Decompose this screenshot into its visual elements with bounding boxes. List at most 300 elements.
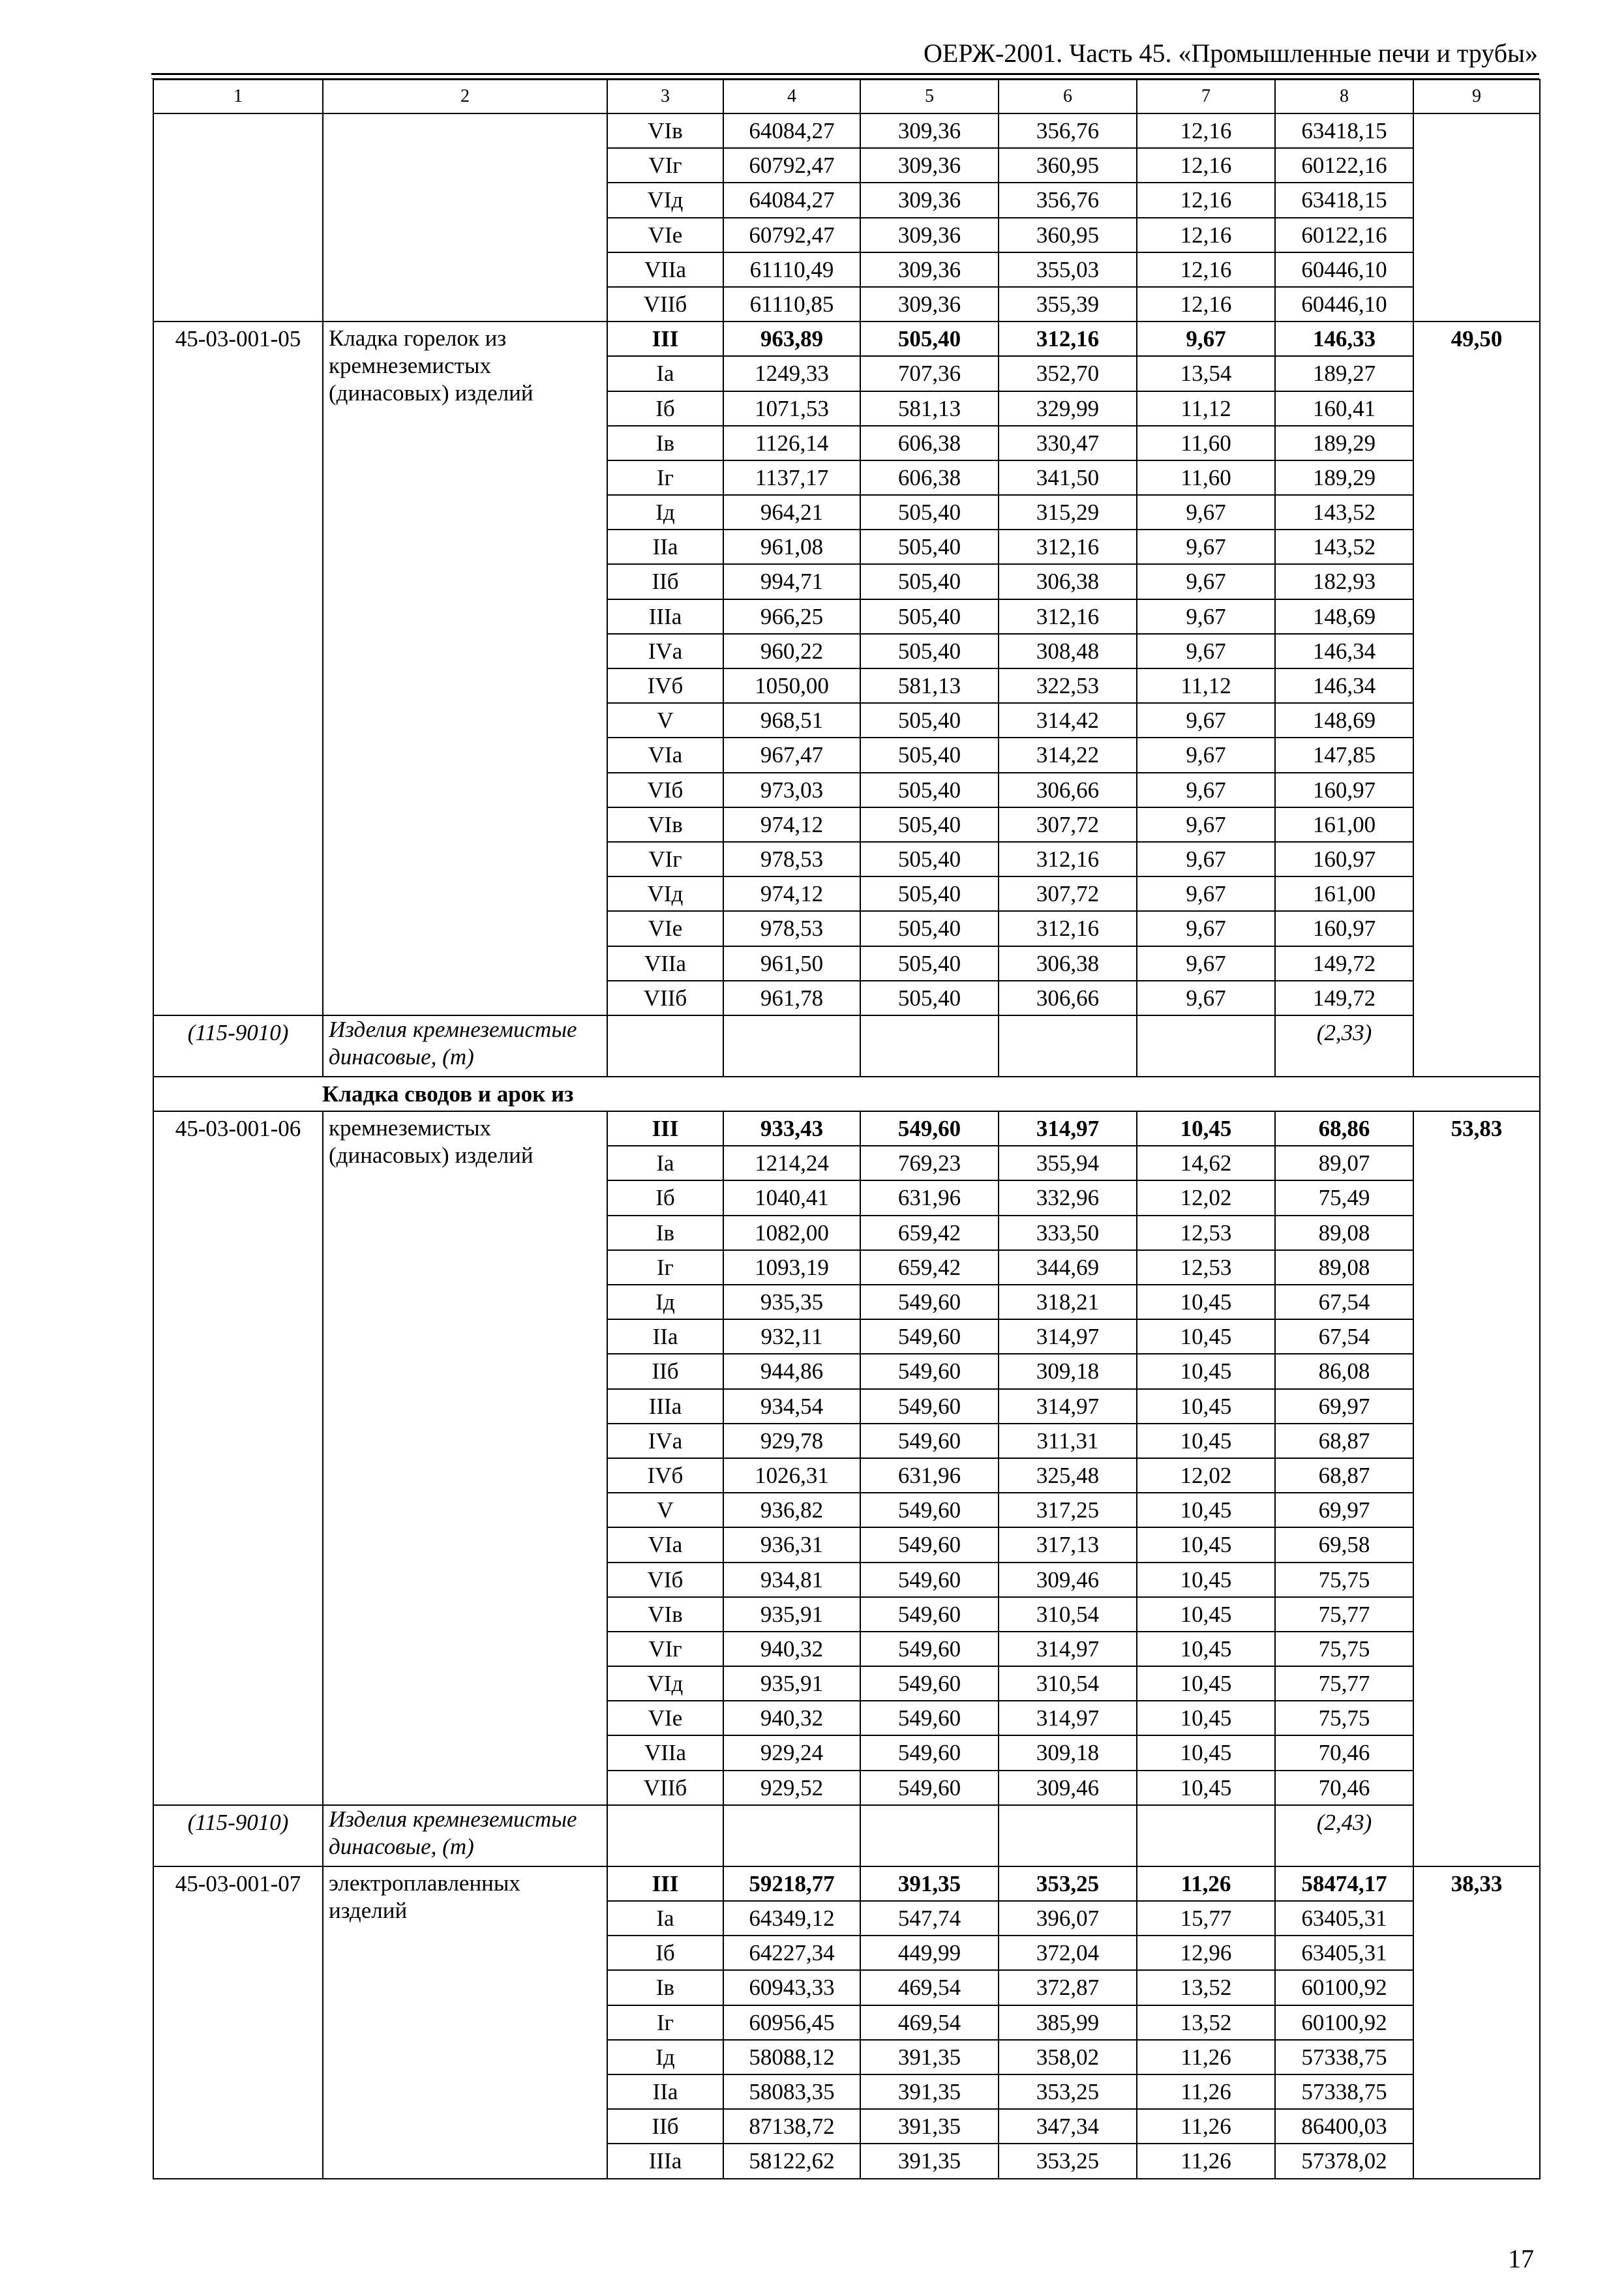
labor-cost xyxy=(1413,113,1540,322)
zone-cell: IIа xyxy=(607,530,723,564)
value-cell: 505,40 xyxy=(860,495,999,530)
value-cell: 549,60 xyxy=(860,1389,999,1424)
value-cell: 60446,10 xyxy=(1275,287,1413,322)
value-cell: 549,60 xyxy=(860,1771,999,1805)
value-cell: 12,16 xyxy=(1137,148,1275,183)
value-cell: 396,07 xyxy=(999,1901,1137,1936)
column-number: 6 xyxy=(999,80,1137,113)
zone-cell: VIе xyxy=(607,1701,723,1735)
value-cell: 307,72 xyxy=(999,807,1137,842)
value-cell: 505,40 xyxy=(860,807,999,842)
value-cell: 87138,72 xyxy=(723,2109,860,2144)
value-cell: 10,45 xyxy=(1137,1285,1275,1319)
value-cell: 505,40 xyxy=(860,876,999,911)
zone-cell: Iд xyxy=(607,495,723,530)
zone-cell: VIIа xyxy=(607,946,723,981)
value-cell: 306,66 xyxy=(999,773,1137,807)
labor-cost: 38,33 xyxy=(1413,1866,1540,2179)
zone-cell: Iб xyxy=(607,1180,723,1215)
value-cell: 317,13 xyxy=(999,1527,1137,1562)
value-cell: 309,46 xyxy=(999,1771,1137,1805)
zone-cell: VIIб xyxy=(607,981,723,1015)
value-cell: 309,36 xyxy=(860,113,999,148)
empty-cell xyxy=(607,1805,723,1866)
value-cell: 309,36 xyxy=(860,183,999,217)
value-cell: 10,45 xyxy=(1137,1735,1275,1770)
value-cell: 60100,92 xyxy=(1275,2005,1413,2040)
value-cell: 935,35 xyxy=(723,1285,860,1319)
rate-code: 45-03-001-05 xyxy=(153,322,323,1015)
value-cell: 549,60 xyxy=(860,1111,999,1146)
value-cell: 659,42 xyxy=(860,1216,999,1250)
value-cell: 57338,75 xyxy=(1275,2040,1413,2074)
zone-cell: VIв xyxy=(607,113,723,148)
value-cell: 12,16 xyxy=(1137,252,1275,287)
section-heading: Кладка сводов и арок из xyxy=(153,1077,1540,1111)
value-cell: 12,96 xyxy=(1137,1936,1275,1970)
value-cell: 60943,33 xyxy=(723,1970,860,2005)
zone-cell: VIг xyxy=(607,842,723,876)
zone-cell: Iа xyxy=(607,356,723,391)
value-cell: 581,13 xyxy=(860,391,999,426)
value-cell: 11,26 xyxy=(1137,2144,1275,2178)
value-cell: 148,69 xyxy=(1275,703,1413,738)
zone-cell: VIа xyxy=(607,738,723,772)
empty-cell xyxy=(1137,1805,1275,1866)
value-cell: 12,02 xyxy=(1137,1458,1275,1493)
value-cell: 314,97 xyxy=(999,1389,1137,1424)
value-cell: 352,70 xyxy=(999,356,1137,391)
value-cell: 60100,92 xyxy=(1275,1970,1413,2005)
resource-code: (115-9010) xyxy=(153,1805,323,1866)
value-cell: 1026,31 xyxy=(723,1458,860,1493)
value-cell: 385,99 xyxy=(999,2005,1137,2040)
value-cell: 10,45 xyxy=(1137,1632,1275,1666)
zone-cell: IVб xyxy=(607,1458,723,1493)
value-cell: 391,35 xyxy=(860,2144,999,2178)
value-cell: 341,50 xyxy=(999,460,1137,495)
value-cell: 307,72 xyxy=(999,876,1137,911)
value-cell: 11,60 xyxy=(1137,460,1275,495)
value-cell: 57338,75 xyxy=(1275,2074,1413,2109)
value-cell: 161,00 xyxy=(1275,807,1413,842)
value-cell: 9,67 xyxy=(1137,599,1275,634)
value-cell: 63405,31 xyxy=(1275,1936,1413,1970)
zone-cell: IIIа xyxy=(607,1389,723,1424)
value-cell: 961,78 xyxy=(723,981,860,1015)
value-cell: 505,40 xyxy=(860,911,999,946)
value-cell: 935,91 xyxy=(723,1597,860,1632)
value-cell: 58088,12 xyxy=(723,2040,860,2074)
zone-cell: VIд xyxy=(607,183,723,217)
value-cell: 9,67 xyxy=(1137,322,1275,356)
value-cell: 505,40 xyxy=(860,842,999,876)
value-cell: 325,48 xyxy=(999,1458,1137,1493)
zone-cell: VIв xyxy=(607,1597,723,1632)
value-cell: 505,40 xyxy=(860,564,999,599)
value-cell: 547,74 xyxy=(860,1901,999,1936)
zone-cell: VIг xyxy=(607,148,723,183)
value-cell: 15,77 xyxy=(1137,1901,1275,1936)
value-cell: 505,40 xyxy=(860,634,999,668)
zone-cell: IIа xyxy=(607,2074,723,2109)
value-cell: 978,53 xyxy=(723,842,860,876)
value-cell: 935,91 xyxy=(723,1666,860,1701)
value-cell: 312,16 xyxy=(999,911,1137,946)
value-cell: 549,60 xyxy=(860,1319,999,1354)
value-cell: 9,67 xyxy=(1137,773,1275,807)
value-cell: 10,45 xyxy=(1137,1597,1275,1632)
zone-cell: III xyxy=(607,1111,723,1146)
value-cell: 67,54 xyxy=(1275,1319,1413,1354)
value-cell: 356,76 xyxy=(999,183,1137,217)
value-cell: 449,99 xyxy=(860,1936,999,1970)
value-cell: 505,40 xyxy=(860,946,999,981)
value-cell: 64227,34 xyxy=(723,1936,860,1970)
zone-cell: Iв xyxy=(607,1216,723,1250)
value-cell: 9,67 xyxy=(1137,911,1275,946)
value-cell: 11,26 xyxy=(1137,2074,1275,2109)
value-cell: 940,32 xyxy=(723,1701,860,1735)
value-cell: 322,53 xyxy=(999,668,1137,703)
zone-cell: Iг xyxy=(607,460,723,495)
value-cell: 310,54 xyxy=(999,1666,1137,1701)
value-cell: 960,22 xyxy=(723,634,860,668)
value-cell: 63418,15 xyxy=(1275,113,1413,148)
value-cell: 961,50 xyxy=(723,946,860,981)
value-cell: 1137,17 xyxy=(723,460,860,495)
value-cell: 929,52 xyxy=(723,1771,860,1805)
column-number: 9 xyxy=(1413,80,1540,113)
empty-cell xyxy=(723,1805,860,1866)
zone-cell: IVа xyxy=(607,634,723,668)
column-number: 4 xyxy=(723,80,860,113)
value-cell: 60792,47 xyxy=(723,218,860,252)
value-cell: 160,97 xyxy=(1275,773,1413,807)
zone-cell: V xyxy=(607,703,723,738)
resource-name: Изделия кремнеземистые динасовые, (т) xyxy=(323,1015,607,1077)
value-cell: 549,60 xyxy=(860,1701,999,1735)
value-cell: 61110,49 xyxy=(723,252,860,287)
value-cell: 9,67 xyxy=(1137,703,1275,738)
value-cell: 549,60 xyxy=(860,1493,999,1527)
value-cell: 355,03 xyxy=(999,252,1137,287)
value-cell: 10,45 xyxy=(1137,1527,1275,1562)
zone-cell: Iд xyxy=(607,2040,723,2074)
zone-cell: IIб xyxy=(607,564,723,599)
value-cell: 182,93 xyxy=(1275,564,1413,599)
value-cell: 978,53 xyxy=(723,911,860,946)
value-cell: 11,12 xyxy=(1137,668,1275,703)
value-cell: 86400,03 xyxy=(1275,2109,1413,2144)
empty-cell xyxy=(999,1015,1137,1077)
value-cell: 1071,53 xyxy=(723,391,860,426)
value-cell: 1093,19 xyxy=(723,1250,860,1285)
empty-cell xyxy=(1137,1015,1275,1077)
value-cell: 549,60 xyxy=(860,1735,999,1770)
value-cell: 967,47 xyxy=(723,738,860,772)
zone-cell: VIе xyxy=(607,911,723,946)
page-number: 17 xyxy=(1508,2244,1534,2273)
column-number: 2 xyxy=(323,80,607,113)
value-cell: 68,87 xyxy=(1275,1424,1413,1458)
value-cell: 63418,15 xyxy=(1275,183,1413,217)
value-cell: 64349,12 xyxy=(723,1901,860,1936)
value-cell: 69,97 xyxy=(1275,1493,1413,1527)
value-cell: 69,58 xyxy=(1275,1527,1413,1562)
empty-cell xyxy=(607,1015,723,1077)
empty-cell xyxy=(860,1805,999,1866)
value-cell: 306,38 xyxy=(999,946,1137,981)
value-cell: 60122,16 xyxy=(1275,218,1413,252)
zone-cell: Iа xyxy=(607,1901,723,1936)
value-cell: 312,16 xyxy=(999,322,1137,356)
value-cell: 12,16 xyxy=(1137,218,1275,252)
value-cell: 308,48 xyxy=(999,634,1137,668)
value-cell: 347,34 xyxy=(999,2109,1137,2144)
value-cell: 189,27 xyxy=(1275,356,1413,391)
value-cell: 69,97 xyxy=(1275,1389,1413,1424)
value-cell: 315,29 xyxy=(999,495,1137,530)
value-cell: 10,45 xyxy=(1137,1111,1275,1146)
zone-cell: Iв xyxy=(607,426,723,460)
rate-description: Кладка горелок из кремнеземистых (динасовых) изделий xyxy=(323,322,607,1015)
value-cell: 966,25 xyxy=(723,599,860,634)
zone-cell: VIIа xyxy=(607,1735,723,1770)
zone-cell: VIд xyxy=(607,876,723,911)
value-cell: 75,49 xyxy=(1275,1180,1413,1215)
value-cell: 929,78 xyxy=(723,1424,860,1458)
value-cell: 9,67 xyxy=(1137,807,1275,842)
table-row xyxy=(153,1111,1540,1146)
value-cell: 312,16 xyxy=(999,530,1137,564)
value-cell: 9,67 xyxy=(1137,634,1275,668)
value-cell: 189,29 xyxy=(1275,460,1413,495)
zone-cell: Iг xyxy=(607,1250,723,1285)
empty-cell xyxy=(999,1805,1137,1866)
value-cell: 1249,33 xyxy=(723,356,860,391)
value-cell: 64084,27 xyxy=(723,113,860,148)
value-cell: 312,16 xyxy=(999,842,1137,876)
resource-quantity: (2,43) xyxy=(1275,1805,1413,1866)
value-cell: 353,25 xyxy=(999,2074,1137,2109)
value-cell: 70,46 xyxy=(1275,1771,1413,1805)
value-cell: 12,16 xyxy=(1137,113,1275,148)
rate-description: электроплавленных изделий xyxy=(323,1866,607,2179)
value-cell: 75,77 xyxy=(1275,1666,1413,1701)
value-cell: 934,54 xyxy=(723,1389,860,1424)
value-cell: 9,67 xyxy=(1137,981,1275,1015)
value-cell: 60446,10 xyxy=(1275,252,1413,287)
value-cell: 631,96 xyxy=(860,1458,999,1493)
value-cell: 314,97 xyxy=(999,1701,1137,1735)
value-cell: 146,34 xyxy=(1275,634,1413,668)
zone-cell: IIб xyxy=(607,2109,723,2144)
value-cell: 505,40 xyxy=(860,738,999,772)
value-cell: 968,51 xyxy=(723,703,860,738)
table-row xyxy=(153,1866,1540,1901)
value-cell: 549,60 xyxy=(860,1527,999,1562)
value-cell: 372,87 xyxy=(999,1970,1137,2005)
value-cell: 309,46 xyxy=(999,1563,1137,1597)
value-cell: 13,52 xyxy=(1137,1970,1275,2005)
value-cell: 75,77 xyxy=(1275,1597,1413,1632)
value-cell: 1050,00 xyxy=(723,668,860,703)
value-cell: 60122,16 xyxy=(1275,148,1413,183)
value-cell: 355,94 xyxy=(999,1146,1137,1180)
value-cell: 10,45 xyxy=(1137,1666,1275,1701)
resource-code: (115-9010) xyxy=(153,1015,323,1077)
column-number: 3 xyxy=(607,80,723,113)
value-cell: 314,42 xyxy=(999,703,1137,738)
value-cell: 549,60 xyxy=(860,1666,999,1701)
value-cell: 1082,00 xyxy=(723,1216,860,1250)
value-cell: 63405,31 xyxy=(1275,1901,1413,1936)
zone-cell: VIа xyxy=(607,1527,723,1562)
value-cell: 344,69 xyxy=(999,1250,1137,1285)
value-cell: 505,40 xyxy=(860,599,999,634)
value-cell: 11,12 xyxy=(1137,391,1275,426)
value-cell: 505,40 xyxy=(860,703,999,738)
zone-cell: VIв xyxy=(607,807,723,842)
value-cell: 75,75 xyxy=(1275,1701,1413,1735)
zone-cell: IVа xyxy=(607,1424,723,1458)
value-cell: 707,36 xyxy=(860,356,999,391)
value-cell: 9,67 xyxy=(1137,946,1275,981)
value-cell: 353,25 xyxy=(999,2144,1137,2178)
value-cell: 60956,45 xyxy=(723,2005,860,2040)
value-cell: 391,35 xyxy=(860,2109,999,2144)
value-cell: 89,07 xyxy=(1275,1146,1413,1180)
value-cell: 13,52 xyxy=(1137,2005,1275,2040)
value-cell: 12,53 xyxy=(1137,1250,1275,1285)
value-cell: 606,38 xyxy=(860,460,999,495)
value-cell: 13,54 xyxy=(1137,356,1275,391)
zone-cell: VIIб xyxy=(607,287,723,322)
value-cell: 314,97 xyxy=(999,1632,1137,1666)
value-cell: 11,26 xyxy=(1137,2109,1275,2144)
empty-cell xyxy=(860,1015,999,1077)
value-cell: 549,60 xyxy=(860,1354,999,1388)
value-cell: 147,85 xyxy=(1275,738,1413,772)
zone-cell: VIIа xyxy=(607,252,723,287)
resource-row xyxy=(153,1015,1540,1077)
value-cell: 10,45 xyxy=(1137,1563,1275,1597)
value-cell: 469,54 xyxy=(860,1970,999,2005)
value-cell: 9,67 xyxy=(1137,876,1275,911)
value-cell: 58474,17 xyxy=(1275,1866,1413,1901)
resource-row xyxy=(153,1805,1540,1866)
value-cell: 160,97 xyxy=(1275,842,1413,876)
value-cell: 944,86 xyxy=(723,1354,860,1388)
zone-cell: Iг xyxy=(607,2005,723,2040)
value-cell: 57378,02 xyxy=(1275,2144,1413,2178)
table-row xyxy=(153,113,1540,148)
value-cell: 505,40 xyxy=(860,773,999,807)
value-cell: 549,60 xyxy=(860,1632,999,1666)
value-cell: 143,52 xyxy=(1275,530,1413,564)
value-cell: 10,45 xyxy=(1137,1389,1275,1424)
value-cell: 11,60 xyxy=(1137,426,1275,460)
value-cell: 932,11 xyxy=(723,1319,860,1354)
value-cell: 994,71 xyxy=(723,564,860,599)
zone-cell: VIе xyxy=(607,218,723,252)
value-cell: 314,22 xyxy=(999,738,1137,772)
value-cell: 355,39 xyxy=(999,287,1137,322)
value-cell: 505,40 xyxy=(860,530,999,564)
value-cell: 549,60 xyxy=(860,1424,999,1458)
value-cell: 310,54 xyxy=(999,1597,1137,1632)
empty-cell xyxy=(723,1015,860,1077)
value-cell: 659,42 xyxy=(860,1250,999,1285)
value-cell: 64084,27 xyxy=(723,183,860,217)
value-cell: 9,67 xyxy=(1137,738,1275,772)
value-cell: 68,87 xyxy=(1275,1458,1413,1493)
value-cell: 330,47 xyxy=(999,426,1137,460)
value-cell: 149,72 xyxy=(1275,981,1413,1015)
value-cell: 360,95 xyxy=(999,218,1137,252)
value-cell: 1126,14 xyxy=(723,426,860,460)
value-cell: 60792,47 xyxy=(723,148,860,183)
zone-cell: IIIа xyxy=(607,599,723,634)
value-cell: 11,26 xyxy=(1137,2040,1275,2074)
section-heading-row xyxy=(153,1077,1540,1111)
zone-cell: VIб xyxy=(607,773,723,807)
value-cell: 89,08 xyxy=(1275,1216,1413,1250)
labor-cost: 53,83 xyxy=(1413,1111,1540,1866)
zone-cell: Iд xyxy=(607,1285,723,1319)
rate-code xyxy=(153,113,323,322)
labor-cost: 49,50 xyxy=(1413,322,1540,1077)
zone-cell: VIб xyxy=(607,1563,723,1597)
value-cell: 10,45 xyxy=(1137,1493,1275,1527)
rate-code: 45-03-001-06 xyxy=(153,1111,323,1805)
value-cell: 353,25 xyxy=(999,1866,1137,1901)
value-cell: 391,35 xyxy=(860,2040,999,2074)
zone-cell: IVб xyxy=(607,668,723,703)
value-cell: 9,67 xyxy=(1137,495,1275,530)
value-cell: 505,40 xyxy=(860,981,999,1015)
value-cell: 61110,85 xyxy=(723,287,860,322)
value-cell: 149,72 xyxy=(1275,946,1413,981)
column-number: 7 xyxy=(1137,80,1275,113)
value-cell: 10,45 xyxy=(1137,1701,1275,1735)
value-cell: 58083,35 xyxy=(723,2074,860,2109)
zone-cell: III xyxy=(607,1866,723,1901)
value-cell: 549,60 xyxy=(860,1285,999,1319)
value-cell: 314,97 xyxy=(999,1111,1137,1146)
value-cell: 146,33 xyxy=(1275,322,1413,356)
value-cell: 9,67 xyxy=(1137,842,1275,876)
value-cell: 10,45 xyxy=(1137,1354,1275,1388)
value-cell: 469,54 xyxy=(860,2005,999,2040)
value-cell: 934,81 xyxy=(723,1563,860,1597)
resource-quantity: (2,33) xyxy=(1275,1015,1413,1077)
value-cell: 631,96 xyxy=(860,1180,999,1215)
value-cell: 12,53 xyxy=(1137,1216,1275,1250)
value-cell: 974,12 xyxy=(723,876,860,911)
value-cell: 332,96 xyxy=(999,1180,1137,1215)
value-cell: 10,45 xyxy=(1137,1771,1275,1805)
value-cell: 309,36 xyxy=(860,218,999,252)
value-cell: 68,86 xyxy=(1275,1111,1413,1146)
value-cell: 161,00 xyxy=(1275,876,1413,911)
zone-cell: VIг xyxy=(607,1632,723,1666)
value-cell: 329,99 xyxy=(999,391,1137,426)
zone-cell: III xyxy=(607,322,723,356)
value-cell: 146,34 xyxy=(1275,668,1413,703)
column-number-row xyxy=(153,80,1540,113)
